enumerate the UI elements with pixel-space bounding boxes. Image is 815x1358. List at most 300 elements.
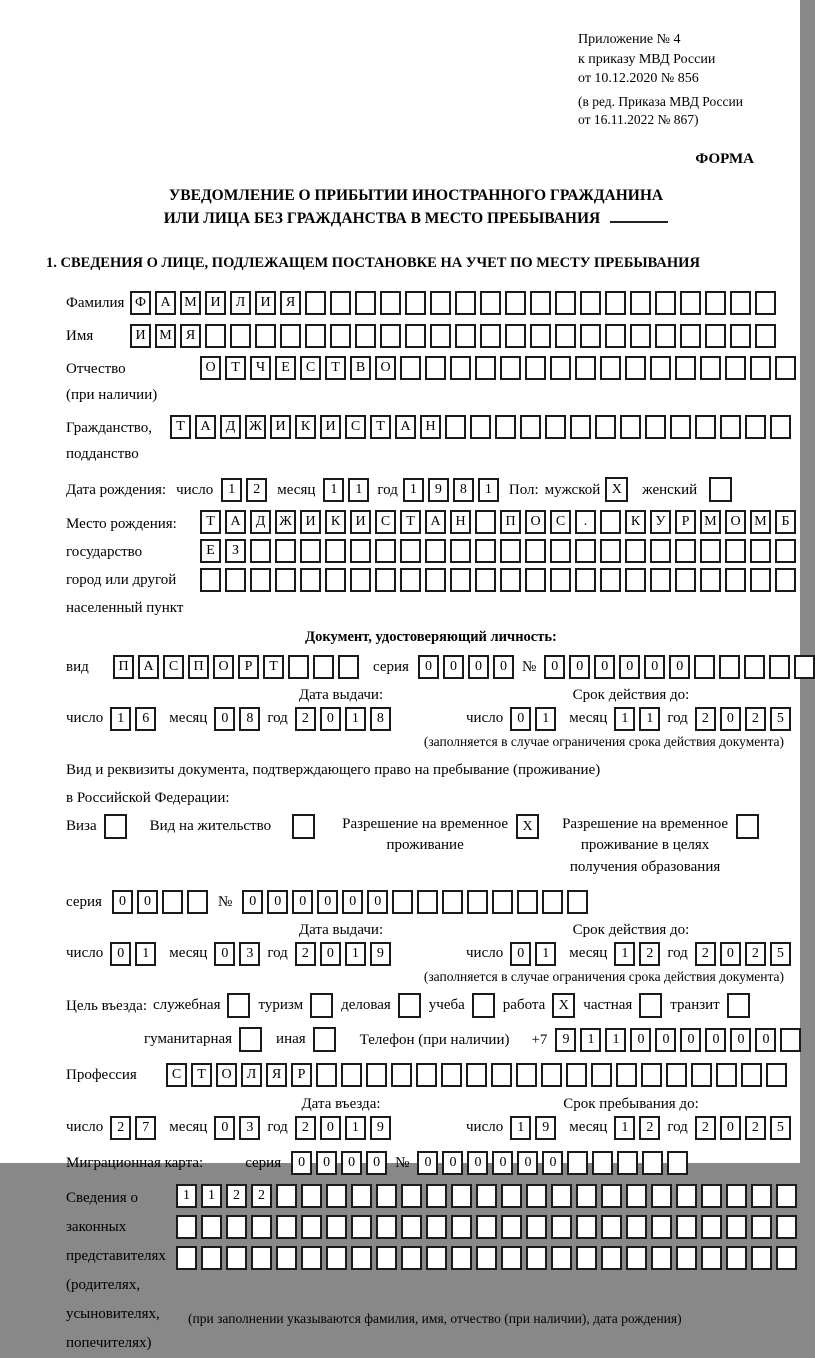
char-cell[interactable] [620, 415, 641, 439]
purpose-tourism-checkbox[interactable] [310, 993, 333, 1018]
char-cell[interactable] [526, 1215, 547, 1239]
char-cell[interactable]: 0 [510, 707, 531, 731]
char-cell[interactable] [666, 1063, 687, 1087]
char-cell[interactable] [330, 291, 351, 315]
char-cell[interactable] [651, 1246, 672, 1270]
char-cell[interactable]: 1 [510, 1116, 531, 1140]
char-cell[interactable] [275, 539, 296, 563]
char-cell[interactable] [451, 1215, 472, 1239]
char-cell[interactable]: С [166, 1063, 187, 1087]
purpose-transit-checkbox[interactable] [727, 993, 750, 1018]
char-cell[interactable] [775, 356, 796, 380]
char-cell[interactable] [605, 291, 626, 315]
char-cell[interactable] [750, 539, 771, 563]
char-cell[interactable]: М [750, 510, 771, 534]
char-cell[interactable]: С [163, 655, 184, 679]
char-cell[interactable]: Б [775, 510, 796, 534]
char-cell[interactable] [426, 1246, 447, 1270]
char-cell[interactable]: 0 [292, 890, 313, 914]
char-cell[interactable]: Т [325, 356, 346, 380]
char-cell[interactable] [630, 324, 651, 348]
char-cell[interactable] [701, 1246, 722, 1270]
char-cell[interactable]: А [138, 655, 159, 679]
res-valid-year-cells[interactable] [695, 942, 791, 966]
char-cell[interactable]: О [213, 655, 234, 679]
char-cell[interactable] [187, 890, 208, 914]
char-cell[interactable] [642, 1151, 663, 1175]
doc-kind-cells[interactable] [113, 655, 359, 679]
char-cell[interactable] [351, 1215, 372, 1239]
char-cell[interactable]: 0 [542, 1151, 563, 1175]
res-valid-month-cells[interactable] [614, 942, 660, 966]
birth-place-row3-cells[interactable] [200, 568, 796, 592]
char-cell[interactable] [775, 568, 796, 592]
entry-day-cells[interactable] [110, 1116, 156, 1140]
char-cell[interactable]: С [375, 510, 396, 534]
char-cell[interactable] [480, 291, 501, 315]
char-cell[interactable] [776, 1184, 797, 1208]
char-cell[interactable] [751, 1246, 772, 1270]
purpose-business-checkbox[interactable] [227, 993, 250, 1018]
char-cell[interactable]: 1 [403, 478, 424, 502]
valid-month-cells[interactable] [614, 707, 660, 731]
char-cell[interactable] [766, 1063, 787, 1087]
char-cell[interactable] [705, 291, 726, 315]
char-cell[interactable]: Ж [245, 415, 266, 439]
char-cell[interactable]: 7 [135, 1116, 156, 1140]
char-cell[interactable]: 0 [467, 1151, 488, 1175]
char-cell[interactable] [650, 539, 671, 563]
char-cell[interactable]: З [225, 539, 246, 563]
char-cell[interactable] [626, 1184, 647, 1208]
doc-number-cells[interactable] [544, 655, 815, 679]
char-cell[interactable] [575, 539, 596, 563]
char-cell[interactable] [338, 655, 359, 679]
char-cell[interactable]: 1 [535, 707, 556, 731]
char-cell[interactable]: 1 [201, 1184, 222, 1208]
char-cell[interactable] [450, 568, 471, 592]
char-cell[interactable]: И [270, 415, 291, 439]
char-cell[interactable] [705, 324, 726, 348]
char-cell[interactable]: Т [370, 415, 391, 439]
char-cell[interactable] [401, 1215, 422, 1239]
char-cell[interactable] [726, 1184, 747, 1208]
char-cell[interactable]: 0 [705, 1028, 726, 1052]
char-cell[interactable] [680, 324, 701, 348]
char-cell[interactable] [255, 324, 276, 348]
char-cell[interactable] [280, 324, 301, 348]
char-cell[interactable]: 1 [345, 942, 366, 966]
char-cell[interactable] [570, 415, 591, 439]
char-cell[interactable] [755, 291, 776, 315]
char-cell[interactable]: 0 [367, 890, 388, 914]
char-cell[interactable]: И [205, 291, 226, 315]
char-cell[interactable] [601, 1246, 622, 1270]
char-cell[interactable] [775, 539, 796, 563]
char-cell[interactable]: Ф [130, 291, 151, 315]
char-cell[interactable] [605, 324, 626, 348]
char-cell[interactable] [416, 1063, 437, 1087]
name-cells[interactable] [130, 324, 776, 348]
char-cell[interactable] [470, 415, 491, 439]
char-cell[interactable]: 2 [695, 942, 716, 966]
char-cell[interactable] [276, 1184, 297, 1208]
birth-place-row1-cells[interactable] [200, 510, 796, 534]
char-cell[interactable] [316, 1063, 337, 1087]
char-cell[interactable] [392, 890, 413, 914]
char-cell[interactable] [275, 568, 296, 592]
char-cell[interactable]: И [320, 415, 341, 439]
purpose-study-checkbox[interactable] [472, 993, 495, 1018]
char-cell[interactable]: 0 [214, 942, 235, 966]
char-cell[interactable]: 0 [468, 655, 489, 679]
char-cell[interactable] [601, 1184, 622, 1208]
char-cell[interactable] [530, 324, 551, 348]
char-cell[interactable] [205, 324, 226, 348]
char-cell[interactable]: М [180, 291, 201, 315]
char-cell[interactable] [366, 1063, 387, 1087]
char-cell[interactable] [680, 291, 701, 315]
char-cell[interactable]: 1 [614, 942, 635, 966]
char-cell[interactable]: 0 [442, 1151, 463, 1175]
char-cell[interactable] [451, 1184, 472, 1208]
char-cell[interactable] [380, 324, 401, 348]
char-cell[interactable] [400, 356, 421, 380]
char-cell[interactable] [617, 1151, 638, 1175]
char-cell[interactable]: 1 [135, 942, 156, 966]
char-cell[interactable] [655, 324, 676, 348]
char-cell[interactable] [325, 539, 346, 563]
char-cell[interactable] [616, 1063, 637, 1087]
char-cell[interactable] [650, 568, 671, 592]
char-cell[interactable]: С [550, 510, 571, 534]
char-cell[interactable] [751, 1184, 772, 1208]
char-cell[interactable] [675, 356, 696, 380]
char-cell[interactable] [595, 415, 616, 439]
char-cell[interactable] [675, 539, 696, 563]
char-cell[interactable]: Е [200, 539, 221, 563]
char-cell[interactable]: Т [200, 510, 221, 534]
char-cell[interactable] [676, 1246, 697, 1270]
char-cell[interactable] [555, 324, 576, 348]
char-cell[interactable] [476, 1246, 497, 1270]
birth-place-row2-cells[interactable] [200, 539, 796, 563]
char-cell[interactable]: 2 [745, 942, 766, 966]
char-cell[interactable]: 0 [644, 655, 665, 679]
char-cell[interactable]: 1 [605, 1028, 626, 1052]
char-cell[interactable] [355, 324, 376, 348]
char-cell[interactable] [425, 539, 446, 563]
char-cell[interactable] [417, 890, 438, 914]
char-cell[interactable]: 0 [110, 942, 131, 966]
representatives-row3-cells[interactable] [176, 1246, 797, 1270]
char-cell[interactable] [701, 1184, 722, 1208]
char-cell[interactable]: 0 [417, 1151, 438, 1175]
char-cell[interactable] [401, 1184, 422, 1208]
char-cell[interactable] [550, 356, 571, 380]
char-cell[interactable]: 1 [323, 478, 344, 502]
char-cell[interactable] [375, 539, 396, 563]
char-cell[interactable]: Д [250, 510, 271, 534]
char-cell[interactable]: А [425, 510, 446, 534]
char-cell[interactable] [495, 415, 516, 439]
char-cell[interactable] [667, 1151, 688, 1175]
char-cell[interactable] [405, 324, 426, 348]
char-cell[interactable]: 0 [267, 890, 288, 914]
char-cell[interactable]: 0 [137, 890, 158, 914]
char-cell[interactable]: А [195, 415, 216, 439]
char-cell[interactable] [326, 1246, 347, 1270]
char-cell[interactable] [700, 539, 721, 563]
char-cell[interactable] [700, 568, 721, 592]
temp-permit-checkbox[interactable]: X [516, 814, 539, 839]
char-cell[interactable] [576, 1184, 597, 1208]
char-cell[interactable] [466, 1063, 487, 1087]
char-cell[interactable] [545, 415, 566, 439]
char-cell[interactable] [491, 1063, 512, 1087]
char-cell[interactable] [455, 291, 476, 315]
representatives-row1-cells[interactable] [176, 1184, 797, 1208]
char-cell[interactable] [500, 356, 521, 380]
char-cell[interactable]: 2 [295, 707, 316, 731]
char-cell[interactable]: 5 [770, 942, 791, 966]
char-cell[interactable] [630, 291, 651, 315]
char-cell[interactable] [341, 1063, 362, 1087]
char-cell[interactable] [576, 1246, 597, 1270]
char-cell[interactable] [201, 1215, 222, 1239]
char-cell[interactable]: О [216, 1063, 237, 1087]
char-cell[interactable]: 0 [320, 707, 341, 731]
doc-series-cells[interactable] [418, 655, 514, 679]
char-cell[interactable]: 2 [295, 1116, 316, 1140]
char-cell[interactable]: Р [675, 510, 696, 534]
char-cell[interactable] [725, 539, 746, 563]
char-cell[interactable] [475, 539, 496, 563]
char-cell[interactable]: Е [275, 356, 296, 380]
char-cell[interactable]: 0 [291, 1151, 312, 1175]
char-cell[interactable]: Р [238, 655, 259, 679]
char-cell[interactable]: . [575, 510, 596, 534]
char-cell[interactable]: Я [180, 324, 201, 348]
char-cell[interactable] [467, 890, 488, 914]
char-cell[interactable]: 2 [639, 942, 660, 966]
char-cell[interactable] [225, 568, 246, 592]
char-cell[interactable] [300, 568, 321, 592]
char-cell[interactable]: 0 [320, 942, 341, 966]
char-cell[interactable] [426, 1215, 447, 1239]
char-cell[interactable] [741, 1063, 762, 1087]
char-cell[interactable] [770, 415, 791, 439]
char-cell[interactable]: 8 [453, 478, 474, 502]
char-cell[interactable]: 1 [614, 1116, 635, 1140]
citizenship-cells[interactable] [170, 415, 791, 439]
char-cell[interactable] [501, 1215, 522, 1239]
char-cell[interactable]: Т [263, 655, 284, 679]
char-cell[interactable]: 1 [580, 1028, 601, 1052]
residence-series-cells[interactable] [112, 890, 208, 914]
char-cell[interactable]: Р [291, 1063, 312, 1087]
entry-year-cells[interactable] [295, 1116, 391, 1140]
char-cell[interactable]: Т [225, 356, 246, 380]
char-cell[interactable] [575, 568, 596, 592]
char-cell[interactable] [675, 568, 696, 592]
char-cell[interactable] [591, 1063, 612, 1087]
char-cell[interactable]: 6 [135, 707, 156, 731]
char-cell[interactable] [200, 568, 221, 592]
char-cell[interactable]: 0 [544, 655, 565, 679]
char-cell[interactable]: О [375, 356, 396, 380]
char-cell[interactable] [601, 1215, 622, 1239]
issue-month-cells[interactable] [214, 707, 260, 731]
char-cell[interactable] [645, 415, 666, 439]
char-cell[interactable] [480, 324, 501, 348]
char-cell[interactable] [641, 1063, 662, 1087]
char-cell[interactable]: 1 [639, 707, 660, 731]
char-cell[interactable]: К [325, 510, 346, 534]
char-cell[interactable]: 2 [246, 478, 267, 502]
char-cell[interactable] [600, 539, 621, 563]
char-cell[interactable]: 1 [478, 478, 499, 502]
char-cell[interactable]: П [500, 510, 521, 534]
purpose-humanitarian-checkbox[interactable] [239, 1027, 262, 1052]
char-cell[interactable] [313, 655, 334, 679]
char-cell[interactable] [326, 1184, 347, 1208]
char-cell[interactable]: 0 [755, 1028, 776, 1052]
char-cell[interactable]: 3 [239, 942, 260, 966]
issue-year-cells[interactable] [295, 707, 391, 731]
char-cell[interactable] [376, 1184, 397, 1208]
res-issue-day-cells[interactable] [110, 942, 156, 966]
char-cell[interactable]: 0 [317, 890, 338, 914]
char-cell[interactable] [517, 890, 538, 914]
char-cell[interactable]: 1 [110, 707, 131, 731]
char-cell[interactable]: 0 [214, 1116, 235, 1140]
char-cell[interactable] [769, 655, 790, 679]
char-cell[interactable]: 2 [745, 1116, 766, 1140]
char-cell[interactable]: 0 [630, 1028, 651, 1052]
patronymic-cells[interactable] [200, 356, 796, 380]
char-cell[interactable]: И [255, 291, 276, 315]
char-cell[interactable] [695, 415, 716, 439]
char-cell[interactable]: 0 [342, 890, 363, 914]
char-cell[interactable] [600, 510, 621, 534]
char-cell[interactable] [530, 291, 551, 315]
char-cell[interactable] [226, 1246, 247, 1270]
stay-year-cells[interactable] [695, 1116, 791, 1140]
char-cell[interactable] [492, 890, 513, 914]
char-cell[interactable] [655, 291, 676, 315]
char-cell[interactable] [400, 539, 421, 563]
migration-number-cells[interactable] [417, 1151, 688, 1175]
char-cell[interactable] [580, 324, 601, 348]
char-cell[interactable] [525, 356, 546, 380]
char-cell[interactable]: С [300, 356, 321, 380]
char-cell[interactable] [301, 1246, 322, 1270]
residence-permit-checkbox[interactable] [292, 814, 315, 839]
char-cell[interactable] [430, 291, 451, 315]
char-cell[interactable]: 2 [745, 707, 766, 731]
char-cell[interactable]: 2 [295, 942, 316, 966]
char-cell[interactable]: П [188, 655, 209, 679]
char-cell[interactable] [776, 1246, 797, 1270]
char-cell[interactable]: У [650, 510, 671, 534]
char-cell[interactable] [476, 1215, 497, 1239]
char-cell[interactable] [541, 1063, 562, 1087]
char-cell[interactable] [555, 291, 576, 315]
char-cell[interactable]: Т [170, 415, 191, 439]
char-cell[interactable] [725, 356, 746, 380]
visa-checkbox[interactable] [104, 814, 127, 839]
char-cell[interactable] [794, 655, 815, 679]
char-cell[interactable] [751, 1215, 772, 1239]
char-cell[interactable]: 1 [345, 707, 366, 731]
char-cell[interactable]: 0 [594, 655, 615, 679]
char-cell[interactable]: 2 [695, 707, 716, 731]
char-cell[interactable]: А [155, 291, 176, 315]
char-cell[interactable]: 0 [242, 890, 263, 914]
surname-cells[interactable] [130, 291, 776, 315]
char-cell[interactable]: 3 [239, 1116, 260, 1140]
char-cell[interactable] [651, 1184, 672, 1208]
representatives-row2-cells[interactable] [176, 1215, 797, 1239]
char-cell[interactable] [726, 1246, 747, 1270]
char-cell[interactable] [450, 539, 471, 563]
char-cell[interactable] [500, 539, 521, 563]
char-cell[interactable] [300, 539, 321, 563]
char-cell[interactable]: 0 [492, 1151, 513, 1175]
char-cell[interactable] [451, 1246, 472, 1270]
char-cell[interactable]: Д [220, 415, 241, 439]
sex-male-checkbox[interactable]: X [605, 477, 628, 502]
char-cell[interactable] [445, 415, 466, 439]
char-cell[interactable] [575, 356, 596, 380]
char-cell[interactable] [375, 568, 396, 592]
char-cell[interactable]: Ж [275, 510, 296, 534]
char-cell[interactable] [455, 324, 476, 348]
char-cell[interactable] [550, 539, 571, 563]
char-cell[interactable]: 9 [428, 478, 449, 502]
entry-month-cells[interactable] [214, 1116, 260, 1140]
purpose-other-checkbox[interactable] [313, 1027, 336, 1052]
char-cell[interactable] [580, 291, 601, 315]
char-cell[interactable] [755, 324, 776, 348]
char-cell[interactable] [425, 568, 446, 592]
char-cell[interactable] [475, 356, 496, 380]
char-cell[interactable] [442, 890, 463, 914]
char-cell[interactable]: 0 [214, 707, 235, 731]
char-cell[interactable]: К [295, 415, 316, 439]
char-cell[interactable] [625, 568, 646, 592]
char-cell[interactable]: 1 [345, 1116, 366, 1140]
char-cell[interactable] [201, 1246, 222, 1270]
char-cell[interactable] [325, 568, 346, 592]
char-cell[interactable]: 2 [110, 1116, 131, 1140]
char-cell[interactable] [650, 356, 671, 380]
char-cell[interactable] [600, 568, 621, 592]
char-cell[interactable] [525, 568, 546, 592]
residence-number-cells[interactable] [242, 890, 588, 914]
char-cell[interactable] [401, 1246, 422, 1270]
char-cell[interactable] [691, 1063, 712, 1087]
char-cell[interactable] [326, 1215, 347, 1239]
char-cell[interactable]: 0 [517, 1151, 538, 1175]
stay-month-cells[interactable] [614, 1116, 660, 1140]
char-cell[interactable] [670, 415, 691, 439]
char-cell[interactable]: Ч [250, 356, 271, 380]
birth-year-cells[interactable] [403, 478, 499, 502]
char-cell[interactable] [694, 655, 715, 679]
char-cell[interactable] [251, 1215, 272, 1239]
